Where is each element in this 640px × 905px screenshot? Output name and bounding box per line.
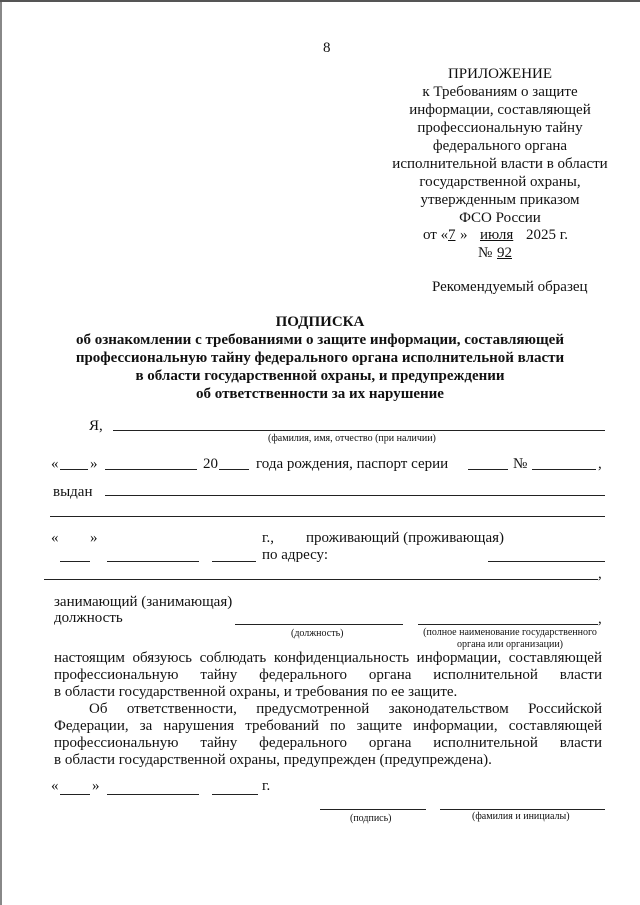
- organization-caption-1: (полное наименование государственного: [423, 627, 597, 638]
- annex-line-6: государственной охраны,: [419, 174, 581, 190]
- annex-line-3: профессиональную тайну: [417, 120, 583, 136]
- signature-caption: (подпись): [350, 813, 392, 824]
- annex-line-2: информации, составляющей: [409, 102, 591, 118]
- address-line-1[interactable]: [488, 561, 605, 562]
- order-date-mid: »: [460, 227, 468, 243]
- order-date-day: 7: [448, 227, 456, 243]
- annex-line-5: исполнительной власти в области: [392, 156, 608, 172]
- fio-line[interactable]: [113, 430, 605, 431]
- position-caption: (должность): [291, 628, 344, 639]
- signer-name-line[interactable]: [440, 809, 605, 810]
- issue-year-label: г.,: [262, 530, 274, 546]
- order-date-month: июля: [480, 227, 514, 243]
- doc-title: ПОДПИСКА: [275, 314, 365, 330]
- issue-quote-open: «: [51, 530, 59, 546]
- birth-year-line[interactable]: [219, 469, 249, 470]
- doc-subtitle-3: в области государственной охраны, и предупреждении: [135, 368, 505, 384]
- residing-label: проживающий (проживающая): [306, 530, 505, 546]
- order-date-prefix: от «: [423, 227, 449, 243]
- order-number-value: 92: [497, 245, 512, 261]
- annex-line-8: ФСО России: [459, 210, 541, 226]
- occupying-label: занимающий (занимающая): [54, 594, 233, 610]
- issue-year-line[interactable]: [212, 561, 256, 562]
- recommended-sample: Рекомендуемый образец: [432, 279, 588, 295]
- fio-caption: (фамилия, имя, отчество (при наличии): [268, 433, 436, 444]
- signer-name-caption: (фамилия и инициалы): [472, 811, 570, 822]
- order-date-year: 2025 г.: [526, 227, 568, 243]
- address-label: по адресу:: [262, 547, 329, 563]
- address-line-2[interactable]: [44, 579, 598, 580]
- doc-subtitle-1: об ознакомлении с требованиями о защите информации, составляющей: [76, 332, 564, 348]
- issued-line-2[interactable]: [50, 516, 605, 517]
- sign-month-line[interactable]: [107, 794, 199, 795]
- birth-quote-close: »: [90, 456, 98, 472]
- passport-number-line[interactable]: [532, 469, 596, 470]
- organization-caption-2: органа или организации): [456, 639, 564, 650]
- page-number: 8: [323, 40, 331, 56]
- issued-label: выдан: [53, 484, 93, 500]
- liability-line-1: Об ответственности, предусмотренной законодательством Российской: [89, 701, 602, 717]
- sign-year-label: г.: [262, 778, 271, 794]
- annex-line-7: утвержденным приказом: [420, 192, 580, 208]
- ya-label: Я,: [89, 418, 103, 434]
- annex-title: ПРИЛОЖЕНИЕ: [447, 66, 553, 82]
- organization-line[interactable]: [418, 624, 598, 625]
- order-number-sign: №: [478, 245, 493, 261]
- address-comma: ,: [598, 566, 602, 582]
- doc-subtitle-2: профессиональную тайну федерального органа исполнительной власти: [75, 350, 565, 366]
- obligation-line-2: профессиональную тайну федерального органа исполнительной власти: [54, 667, 602, 683]
- passport-comma: ,: [598, 456, 602, 472]
- annex-line-4: федерального органа: [432, 138, 568, 154]
- issue-day-line[interactable]: [60, 561, 90, 562]
- sign-quote-close: »: [92, 778, 100, 794]
- passport-number-sign: №: [513, 456, 528, 472]
- position-label: должность: [54, 610, 123, 626]
- scan-left-edge: [0, 2, 2, 905]
- issue-month-line[interactable]: [107, 561, 199, 562]
- sign-day-line[interactable]: [60, 794, 90, 795]
- organization-comma: ,: [598, 611, 602, 627]
- birth-month-line[interactable]: [105, 469, 197, 470]
- birth-century: 20: [203, 456, 218, 472]
- sign-year-line[interactable]: [212, 794, 258, 795]
- annex-line-1: к Требованиям о защите: [422, 84, 578, 100]
- obligation-line-1: настоящим обязуюсь соблюдать конфиденциальность информации, составляющей: [54, 650, 602, 666]
- liability-line-2: Федерации, за нарушения требований по защите информации, составляющей: [54, 718, 602, 734]
- birth-day-line[interactable]: [60, 469, 88, 470]
- doc-subtitle-4: об ответственности за их нарушение: [196, 386, 444, 402]
- birth-passport-label: года рождения, паспорт серии: [256, 456, 449, 472]
- issued-line-1[interactable]: [105, 495, 605, 496]
- signature-line[interactable]: [320, 809, 426, 810]
- birth-quote-open: «: [51, 456, 59, 472]
- obligation-line-3: в области государственной охраны, и требования по ее защите.: [54, 684, 458, 700]
- scan-top-edge: [0, 0, 640, 2]
- liability-line-4: в области государственной охраны, предупрежден (предупреждена).: [54, 752, 492, 768]
- sign-quote-open: «: [51, 778, 59, 794]
- passport-series-line[interactable]: [468, 469, 508, 470]
- position-line[interactable]: [235, 624, 403, 625]
- issue-quote-close: »: [90, 530, 98, 546]
- liability-line-3: профессиональную тайну федерального органа исполнительной власти: [54, 735, 602, 751]
